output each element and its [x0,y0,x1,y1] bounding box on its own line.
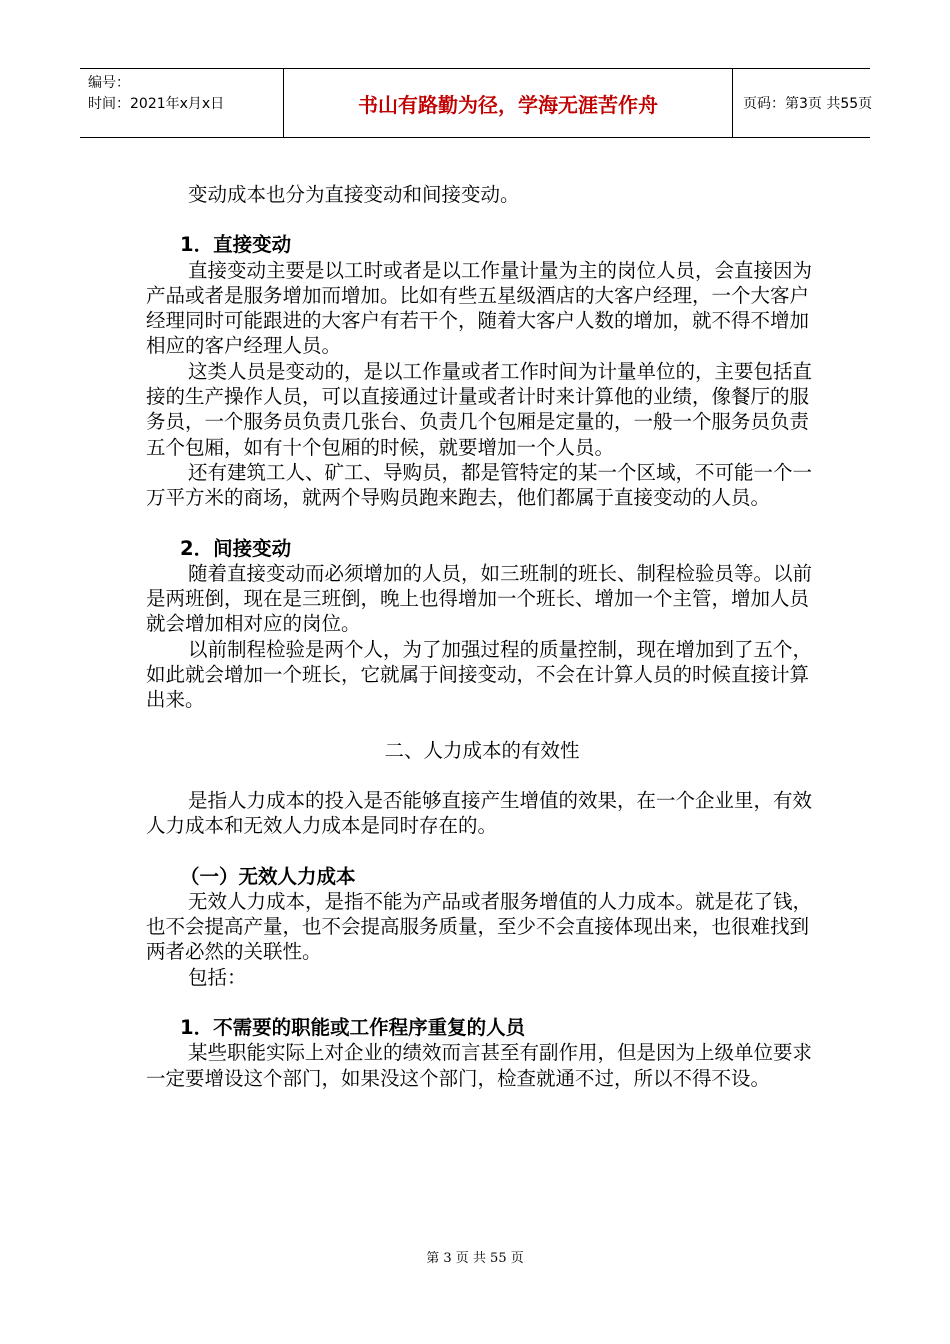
paragraph: 随着直接变动而必须增加的人员，如三班制的班长、制程检验员等。以前是两班倒，现在是三班倒，晚上也得增加一个班长、增加一个主管，增加人员就会增加相对应的岗位。 [146,561,813,636]
heading-invalid-cost: （一）无效人力成本 [180,864,356,888]
paragraph: 包括： [188,965,247,989]
heading-indirect-variable: 2．间接变动 [180,536,292,560]
paragraph: 某些职能实际上对企业的绩效而言甚至有副作用，但是因为上级单位要求一定要增设这个部门，如果没这个部门，检查就通不过，所以不得不设。 [146,1041,813,1090]
header-meta [80,69,283,137]
paragraph: 直接变动主要是以工时或者是以工作量计量为主的岗位人员，会直接因为产品或者是服务增加而增加。比如有些五星级酒店的大客户经理，一个大客户经理同时可能跟进的大客户有若干个，随着大客户人数的增加，就不得不增加相应的客户经理人员。 [146,258,813,358]
heading-unneeded-functions: 1．不需要的职能或工作程序重复的人员 [180,1016,526,1040]
header-table [80,68,873,138]
heading-direct-variable: 1．直接变动 [180,233,292,257]
document-body [146,182,818,1091]
paragraph: 还有建筑工人、矿工、导购员，都是管特定的某一个区域，不可能一个一万平方米的商场，就两个导购员跑来跑去，他们都属于直接变动的人员。 [146,460,813,510]
paragraph: 以前制程检验是两个人，为了加强过程的质量控制，现在增加到了五个，如此就会增加一个班长，它就属于间接变动，不会在计算人员的时候直接计算出来。 [146,637,813,712]
header-motto: 书山有路勤为径，学海无涯苦作舟 [283,69,733,137]
header-page-info: 页码：第3页 共55页 [743,96,873,112]
page-footer: 第 3 页 共 55 页 [426,1251,524,1266]
paragraph: 是指人力成本的投入是否能够直接产生增值的效果，在一个企业里，有效人力成本和无效人力成本是同时存在的。 [146,788,813,838]
section-title: 二、人力成本的有效性 [384,738,580,762]
paragraph: 这类人员是变动的，是以工作量或者工作时间为计量单位的，主要包括直接的生产操作人员，可以直接通过计量或者计时来计算他的业绩，像餐厅的服务员，一个服务员负责几张台、负责几个包厢是定量的，一般一个服务员负责五个包厢，如有十个包厢的时候，就要增加一个人员。 [146,359,813,459]
paragraph: 无效人力成本，是指不能为产品或者服务增值的人力成本。就是花了钱，也不会提高产量，也不会提高服务质量，至少不会直接体现出来，也很难找到两者必然的关联性。 [146,889,813,964]
date-label: 时间：2021年x月x日 [88,96,225,112]
paragraph: 变动成本也分为直接变动和间接变动。 [188,183,520,206]
number-label: 编号： [88,75,130,91]
